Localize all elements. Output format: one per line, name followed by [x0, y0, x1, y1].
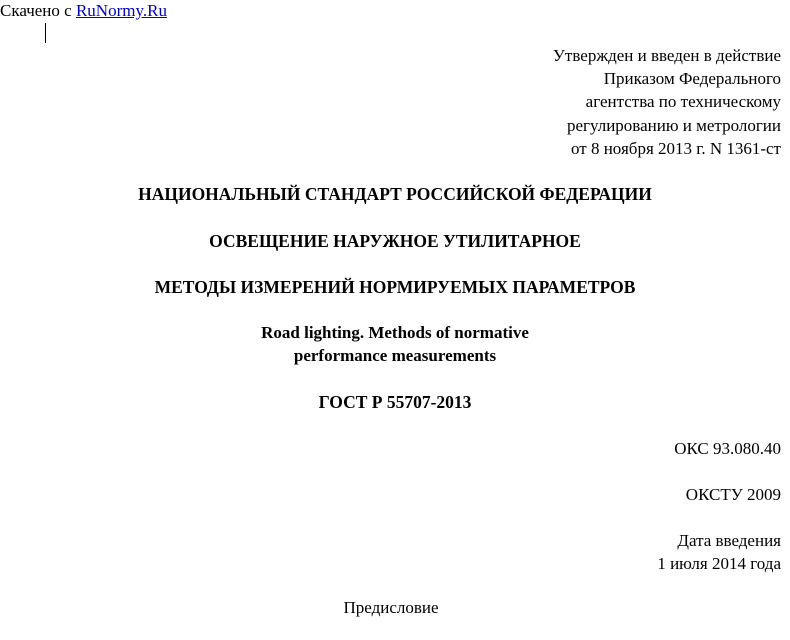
methods-title: МЕТОДЫ ИЗМЕРЕНИЙ НОРМИРУЕМЫХ ПАРАМЕТРОВ	[154, 277, 636, 297]
english-title-line: Road lighting. Methods of normative	[261, 323, 529, 342]
introduction-date-label: Дата введения	[677, 531, 781, 550]
approval-line: от 8 ноября 2013 г. N 1361-ст	[571, 138, 781, 158]
approval-line: Утвержден и введен в действие	[552, 46, 781, 65]
approval-line: агентства по техническому	[585, 92, 781, 112]
national-standard-title: НАЦИОНАЛЬНЫЙ СТАНДАРТ РОССИЙСКОЙ ФЕДЕРАЦИИ	[138, 184, 652, 204]
approval-line: регулированию и метрологии	[566, 115, 781, 135]
approval-block	[481, 44, 781, 160]
english-title	[0, 322, 790, 367]
okstu-code: ОКСТУ 2009	[685, 485, 781, 504]
introduction-date	[657, 529, 781, 575]
approval-line: Приказом Федерального	[603, 69, 781, 89]
text-cursor	[45, 23, 46, 43]
subject-title: ОСВЕЩЕНИЕ НАРУЖНОЕ УТИЛИТАРНОЕ	[209, 231, 581, 251]
runormy-link[interactable]: RuNormy.Ru	[75, 1, 167, 20]
gost-number: ГОСТ Р 55707-2013	[318, 392, 472, 412]
source-note-prefix: Скачено с	[0, 1, 76, 20]
introduction-date-value: 1 июля 2014 года	[657, 554, 781, 573]
english-title-line: performance measurements	[293, 345, 497, 365]
preface-heading: Предисловие	[343, 598, 439, 617]
oks-code: ОКС 93.080.40	[674, 439, 781, 458]
source-note	[0, 1, 167, 21]
